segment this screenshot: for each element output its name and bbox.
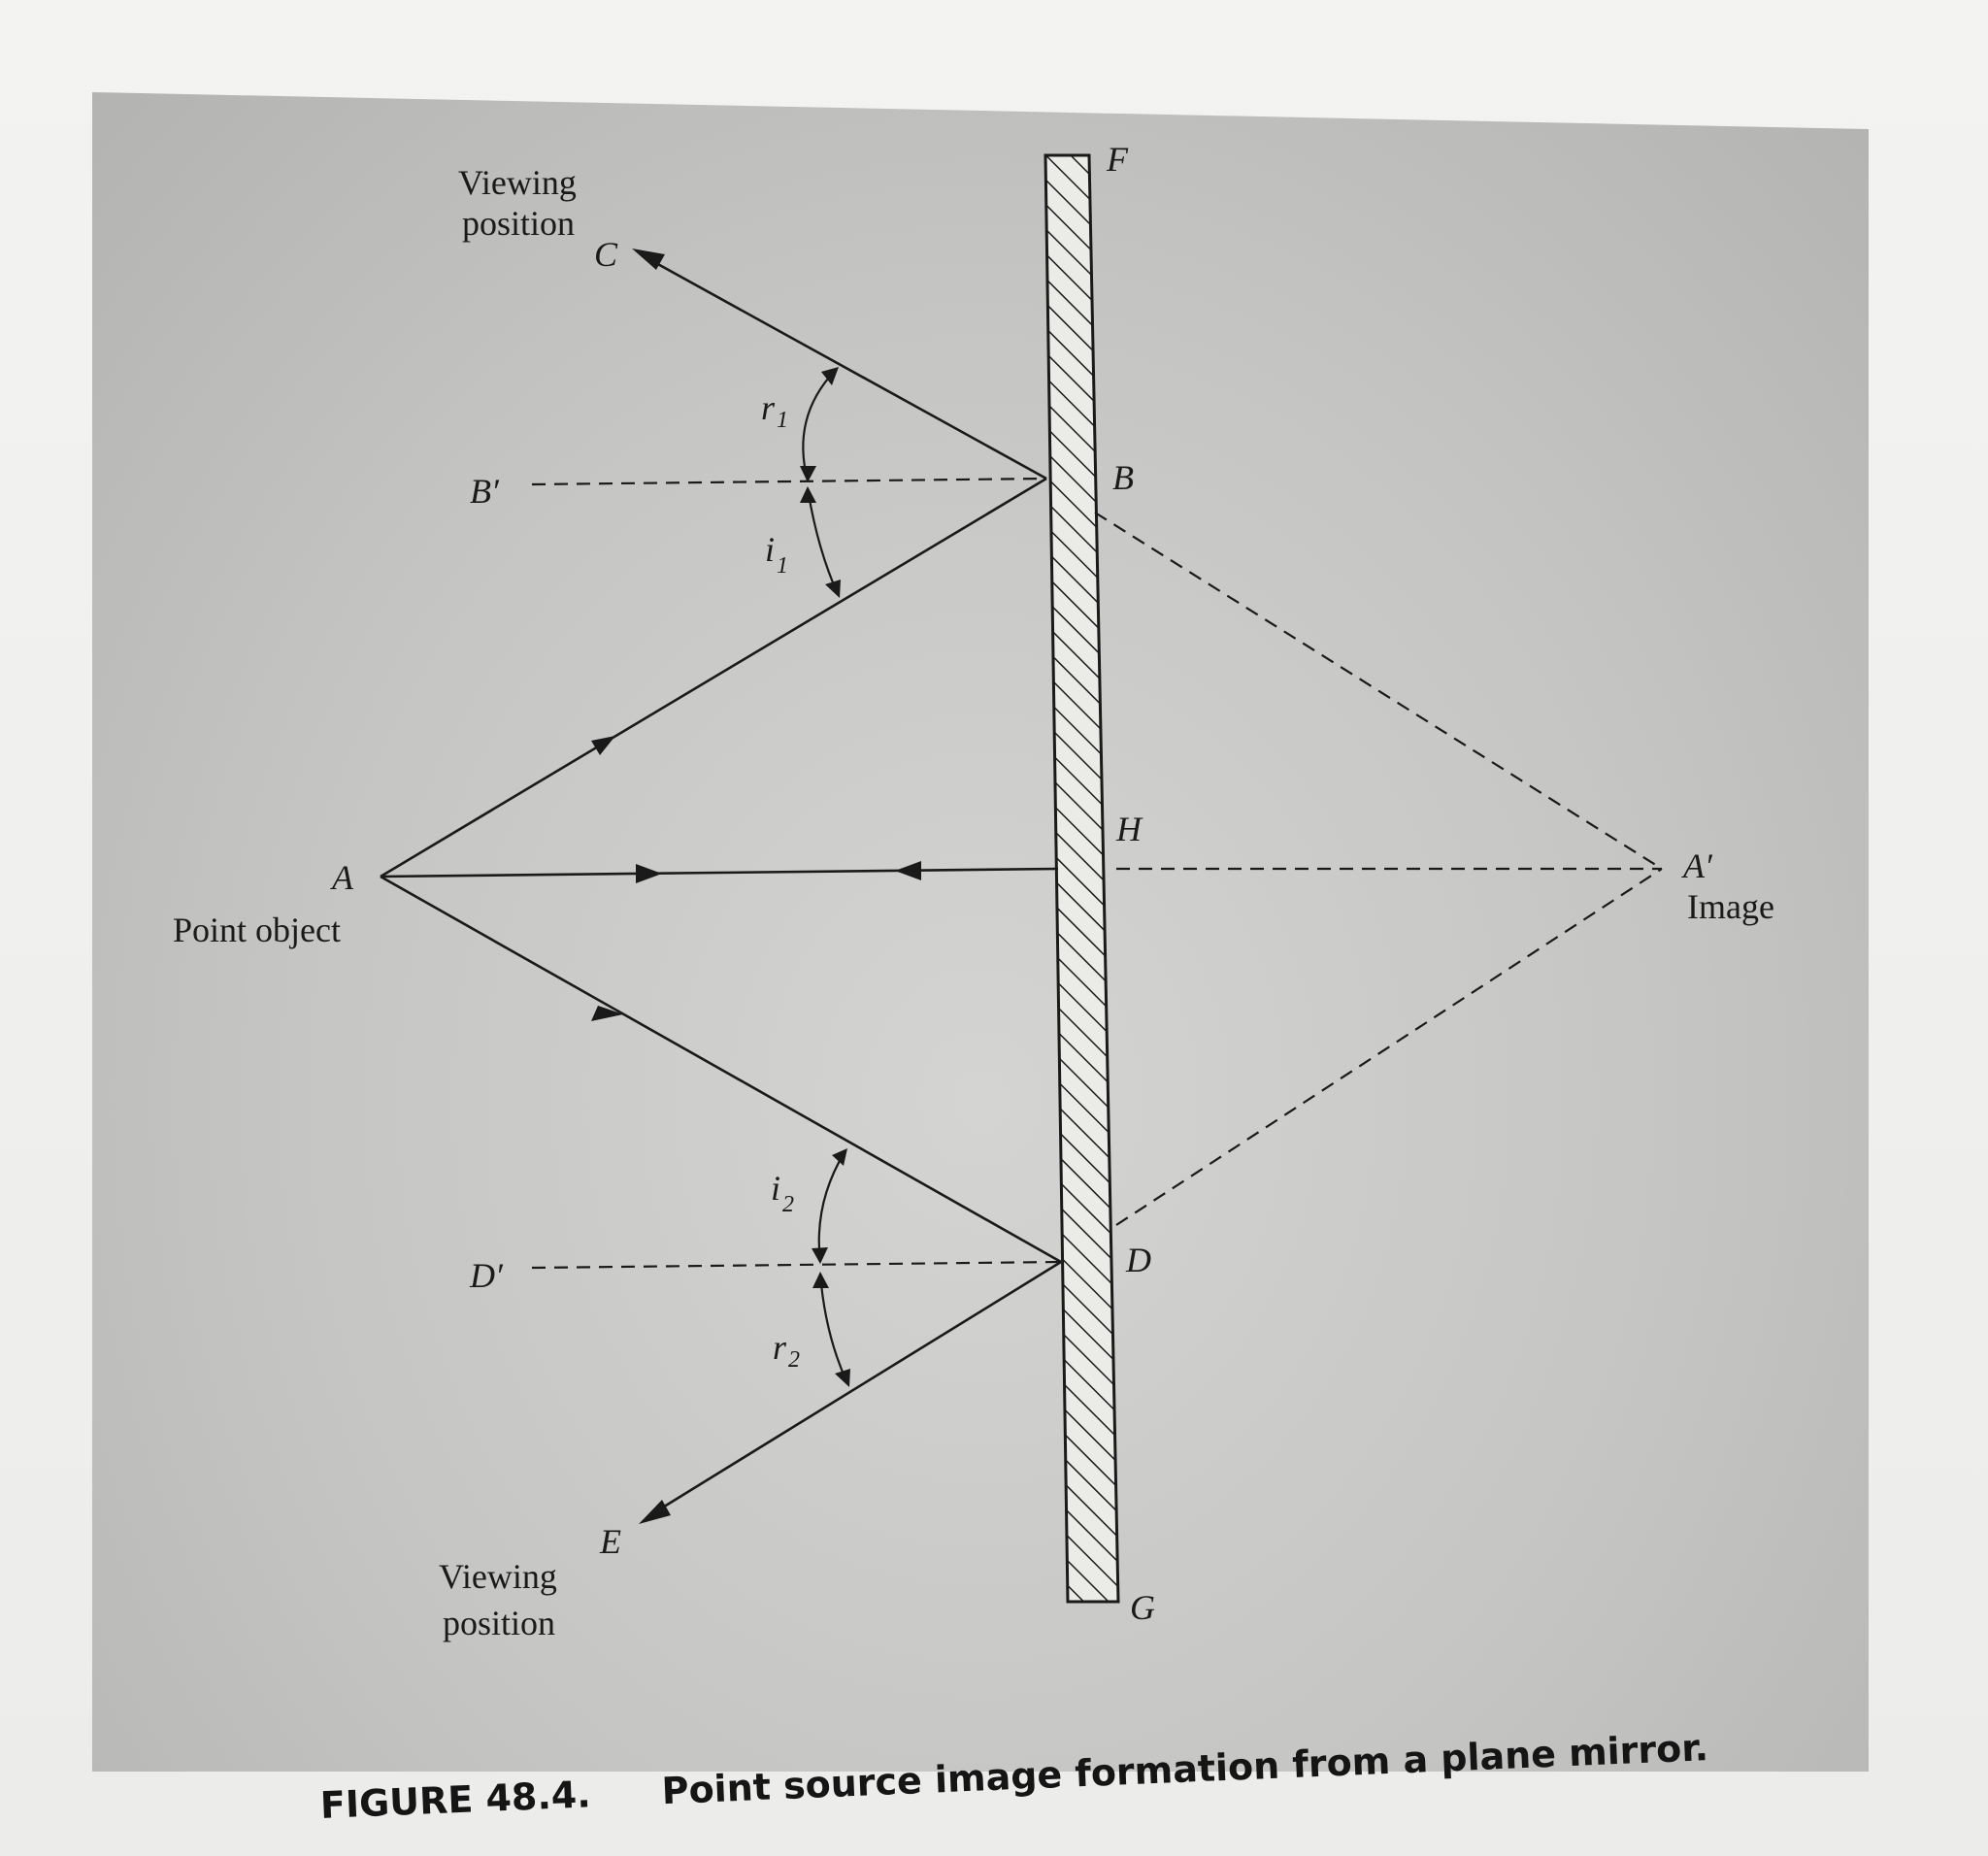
angle-arc-i2-arrow-bottom bbox=[812, 1247, 828, 1264]
angle-arc-r2 bbox=[820, 1274, 847, 1383]
arrowhead-ray-ad bbox=[591, 1006, 623, 1021]
viewing-position-top-line1: Viewing bbox=[458, 163, 577, 202]
normal-line-d bbox=[532, 1262, 1061, 1268]
angle-label-i1: i bbox=[765, 530, 776, 569]
angle-arc-r2-arrow-bottom bbox=[835, 1369, 850, 1387]
angle-label-i1-subscript: 1 bbox=[777, 553, 788, 579]
point-object-label: Point object bbox=[173, 911, 341, 949]
angle-arc-i2 bbox=[819, 1152, 845, 1262]
angle-label-r2: r bbox=[773, 1328, 787, 1367]
virtual-ray-b-to-image bbox=[1095, 513, 1662, 869]
point-label-b-prime: B′ bbox=[470, 472, 499, 511]
angle-arc-i1 bbox=[808, 488, 838, 594]
point-label-a: A bbox=[332, 858, 353, 897]
arrowhead-ray-ah bbox=[636, 864, 662, 883]
viewing-position-bottom-line1: Viewing bbox=[439, 1557, 557, 1596]
point-label-e: E bbox=[600, 1522, 621, 1561]
figure-title: Point source image formation from a plane mirror. bbox=[660, 1726, 1709, 1813]
normal-line-b bbox=[532, 479, 1046, 484]
ray-b-to-c bbox=[646, 257, 1046, 479]
ray-a-to-b bbox=[381, 479, 1046, 877]
point-label-c: C bbox=[594, 235, 618, 274]
angle-label-i2-subscript: 2 bbox=[782, 1192, 794, 1217]
arrowhead-ray-ha bbox=[895, 861, 921, 880]
ray-a-to-h bbox=[381, 869, 1058, 877]
point-label-h: H bbox=[1116, 810, 1142, 848]
angle-label-r1-subscript: 1 bbox=[777, 408, 788, 433]
figure-number: FIGURE 48.4. bbox=[319, 1773, 592, 1827]
angle-arc-i2-arrow-top bbox=[832, 1148, 847, 1166]
angle-label-r1: r bbox=[761, 388, 776, 427]
ray-d-to-e bbox=[648, 1262, 1061, 1516]
angle-arc-i1-arrow-top bbox=[800, 486, 816, 503]
viewing-position-top-line2: position bbox=[462, 204, 576, 243]
angle-arc-r2-arrow-top bbox=[812, 1272, 829, 1288]
point-label-g: G bbox=[1130, 1588, 1155, 1627]
point-label-a-prime: A′ bbox=[1683, 846, 1712, 885]
point-label-b: B bbox=[1112, 458, 1134, 497]
point-label-d-prime: D′ bbox=[470, 1256, 503, 1295]
point-label-d: D bbox=[1126, 1241, 1151, 1279]
angle-arc-r1-arrow-bottom bbox=[800, 466, 816, 482]
arrowhead-ray-ab bbox=[591, 736, 615, 755]
angle-arc-i1-arrow-bottom bbox=[825, 580, 841, 598]
angle-label-r2-subscript: 2 bbox=[788, 1347, 800, 1373]
ray-a-to-d bbox=[381, 877, 1061, 1262]
angle-label-i2: i bbox=[771, 1169, 781, 1208]
image-label: Image bbox=[1687, 887, 1774, 926]
virtual-ray-d-to-image bbox=[1116, 869, 1662, 1225]
point-label-f: F bbox=[1107, 140, 1128, 179]
angle-arc-r1 bbox=[803, 371, 835, 481]
arrowhead-e bbox=[639, 1500, 671, 1524]
plane-mirror bbox=[1045, 155, 1118, 1602]
viewing-position-bottom-line2: position bbox=[443, 1604, 556, 1642]
